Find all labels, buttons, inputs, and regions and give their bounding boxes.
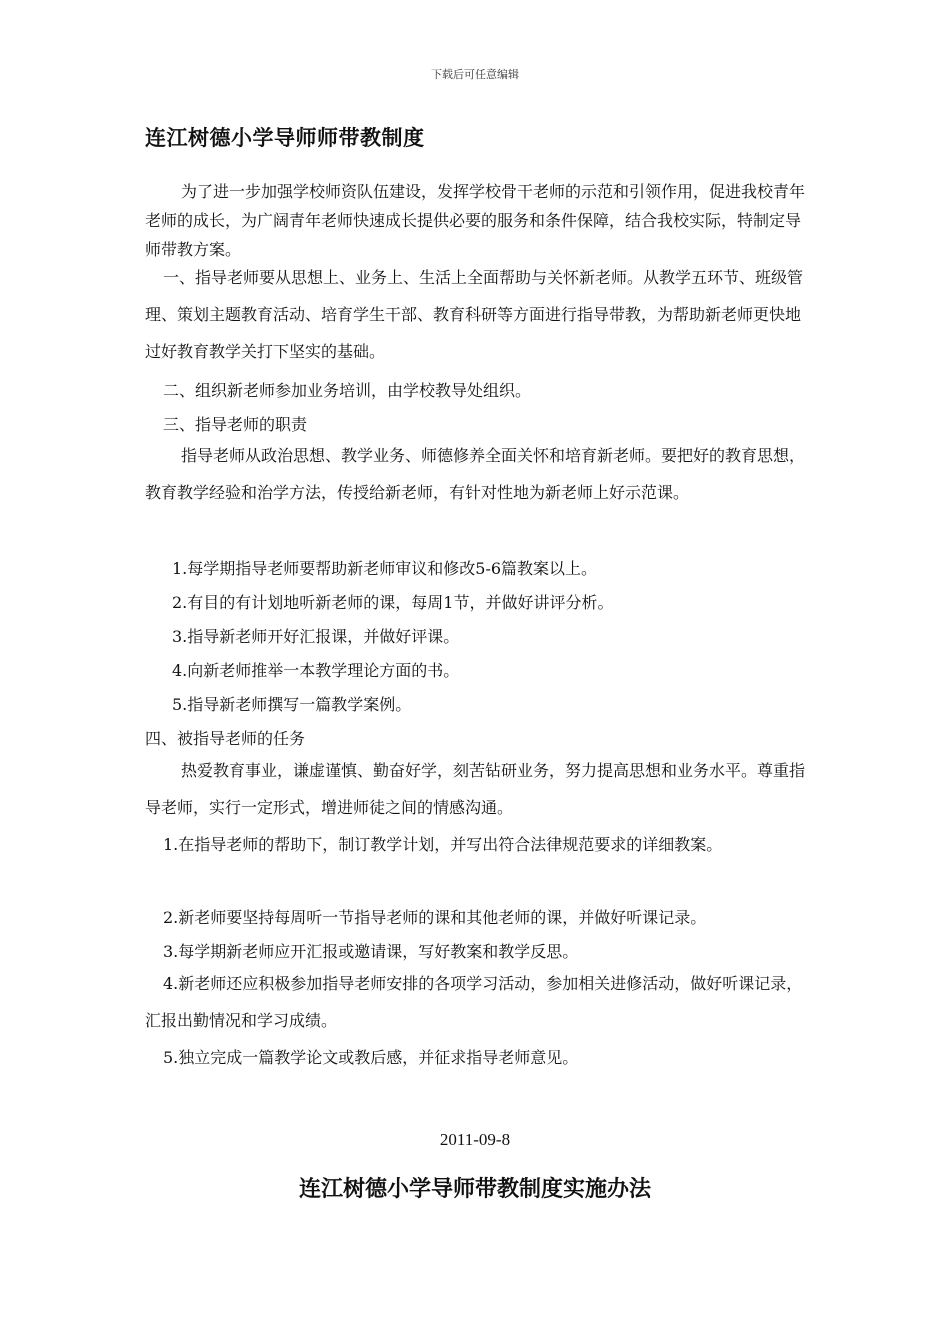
intro-paragraph: 为了进一步加强学校师资队伍建设，发挥学校骨干老师的示范和引领作用，促进我校青年老师的成长，为广阔青年老师快速成长提供必要的服务和条件保障，结合我校实际，特制定导师带教方案。 xyxy=(145,182,806,259)
section-3-item-5: 5.指导新老师撰写一篇教学案例。 xyxy=(172,695,412,714)
section-3-item-4: 4.向新老师推举一本教学理论方面的书。 xyxy=(172,661,460,680)
document-date: 2011-09-8 xyxy=(439,1130,511,1149)
section-1-paragraph: 一、指导老师要从思想上、业务上、生活上全面帮助与关怀新老师。从教学五环节、班级管理、策划主题教育活动、培育学生干部、教育科研等方面进行指导带教，为帮助新老师更快地过好教育教学关打下坚实的基础。 xyxy=(145,268,804,361)
section-2-paragraph: 二、组织新老师参加业务培训，由学校教导处组织。 xyxy=(163,381,532,400)
section-4-item-2: 2.新老师要坚持每周听一节指导老师的课和其他老师的课，并做好听课记录。 xyxy=(163,908,707,927)
section-4-item-1: 1.在指导老师的帮助下，制订教学计划，并写出符合法律规范要求的详细教案。 xyxy=(163,835,723,854)
section-4-item-5: 5.独立完成一篇教学论文或教后感，并征求指导老师意见。 xyxy=(163,1048,579,1067)
document-title: 连江树德小学导师师带教制度 xyxy=(145,125,425,150)
section-3-item-1: 1.每学期指导老师要帮助新老师审议和修改5-6篇教案以上。 xyxy=(172,559,598,578)
section-4-intro: 热爱教育事业，谦虚谨慎、勤奋好学，刻苦钻研业务，努力提高思想和业务水平。尊重指导老师，实行一定形式，增进师徒之间的情感沟通。 xyxy=(145,761,806,817)
next-document-title: 连江树德小学导师带教制度实施办法 xyxy=(298,1176,651,1202)
section-3-intro: 指导老师从政治思想、教学业务、师德修养全面关怀和培育新老师。要把好的教育思想，教育教学经验和治学方法，传授给新老师，有针对性地为新老师上好示范课。 xyxy=(145,446,806,502)
section-3-heading: 三、指导老师的职责 xyxy=(163,415,308,434)
header-note: 下载后可任意编辑 xyxy=(431,68,519,81)
section-3-item-3: 3.指导新老师开好汇报课，并做好评课。 xyxy=(172,627,460,646)
section-4-heading: 四、被指导老师的任务 xyxy=(145,729,306,748)
section-4-item-4: 4.新老师还应积极参加指导老师安排的各项学习活动，参加相关进修活动，做好听课记录，汇报出勤情况和学习成绩。 xyxy=(145,974,803,1030)
section-3-item-2: 2.有目的有计划地听新老师的课，每周1节，并做好讲评分析。 xyxy=(172,593,614,612)
section-4-item-3: 3.每学期新老师应开汇报或邀请课，写好教案和教学反思。 xyxy=(163,942,579,961)
